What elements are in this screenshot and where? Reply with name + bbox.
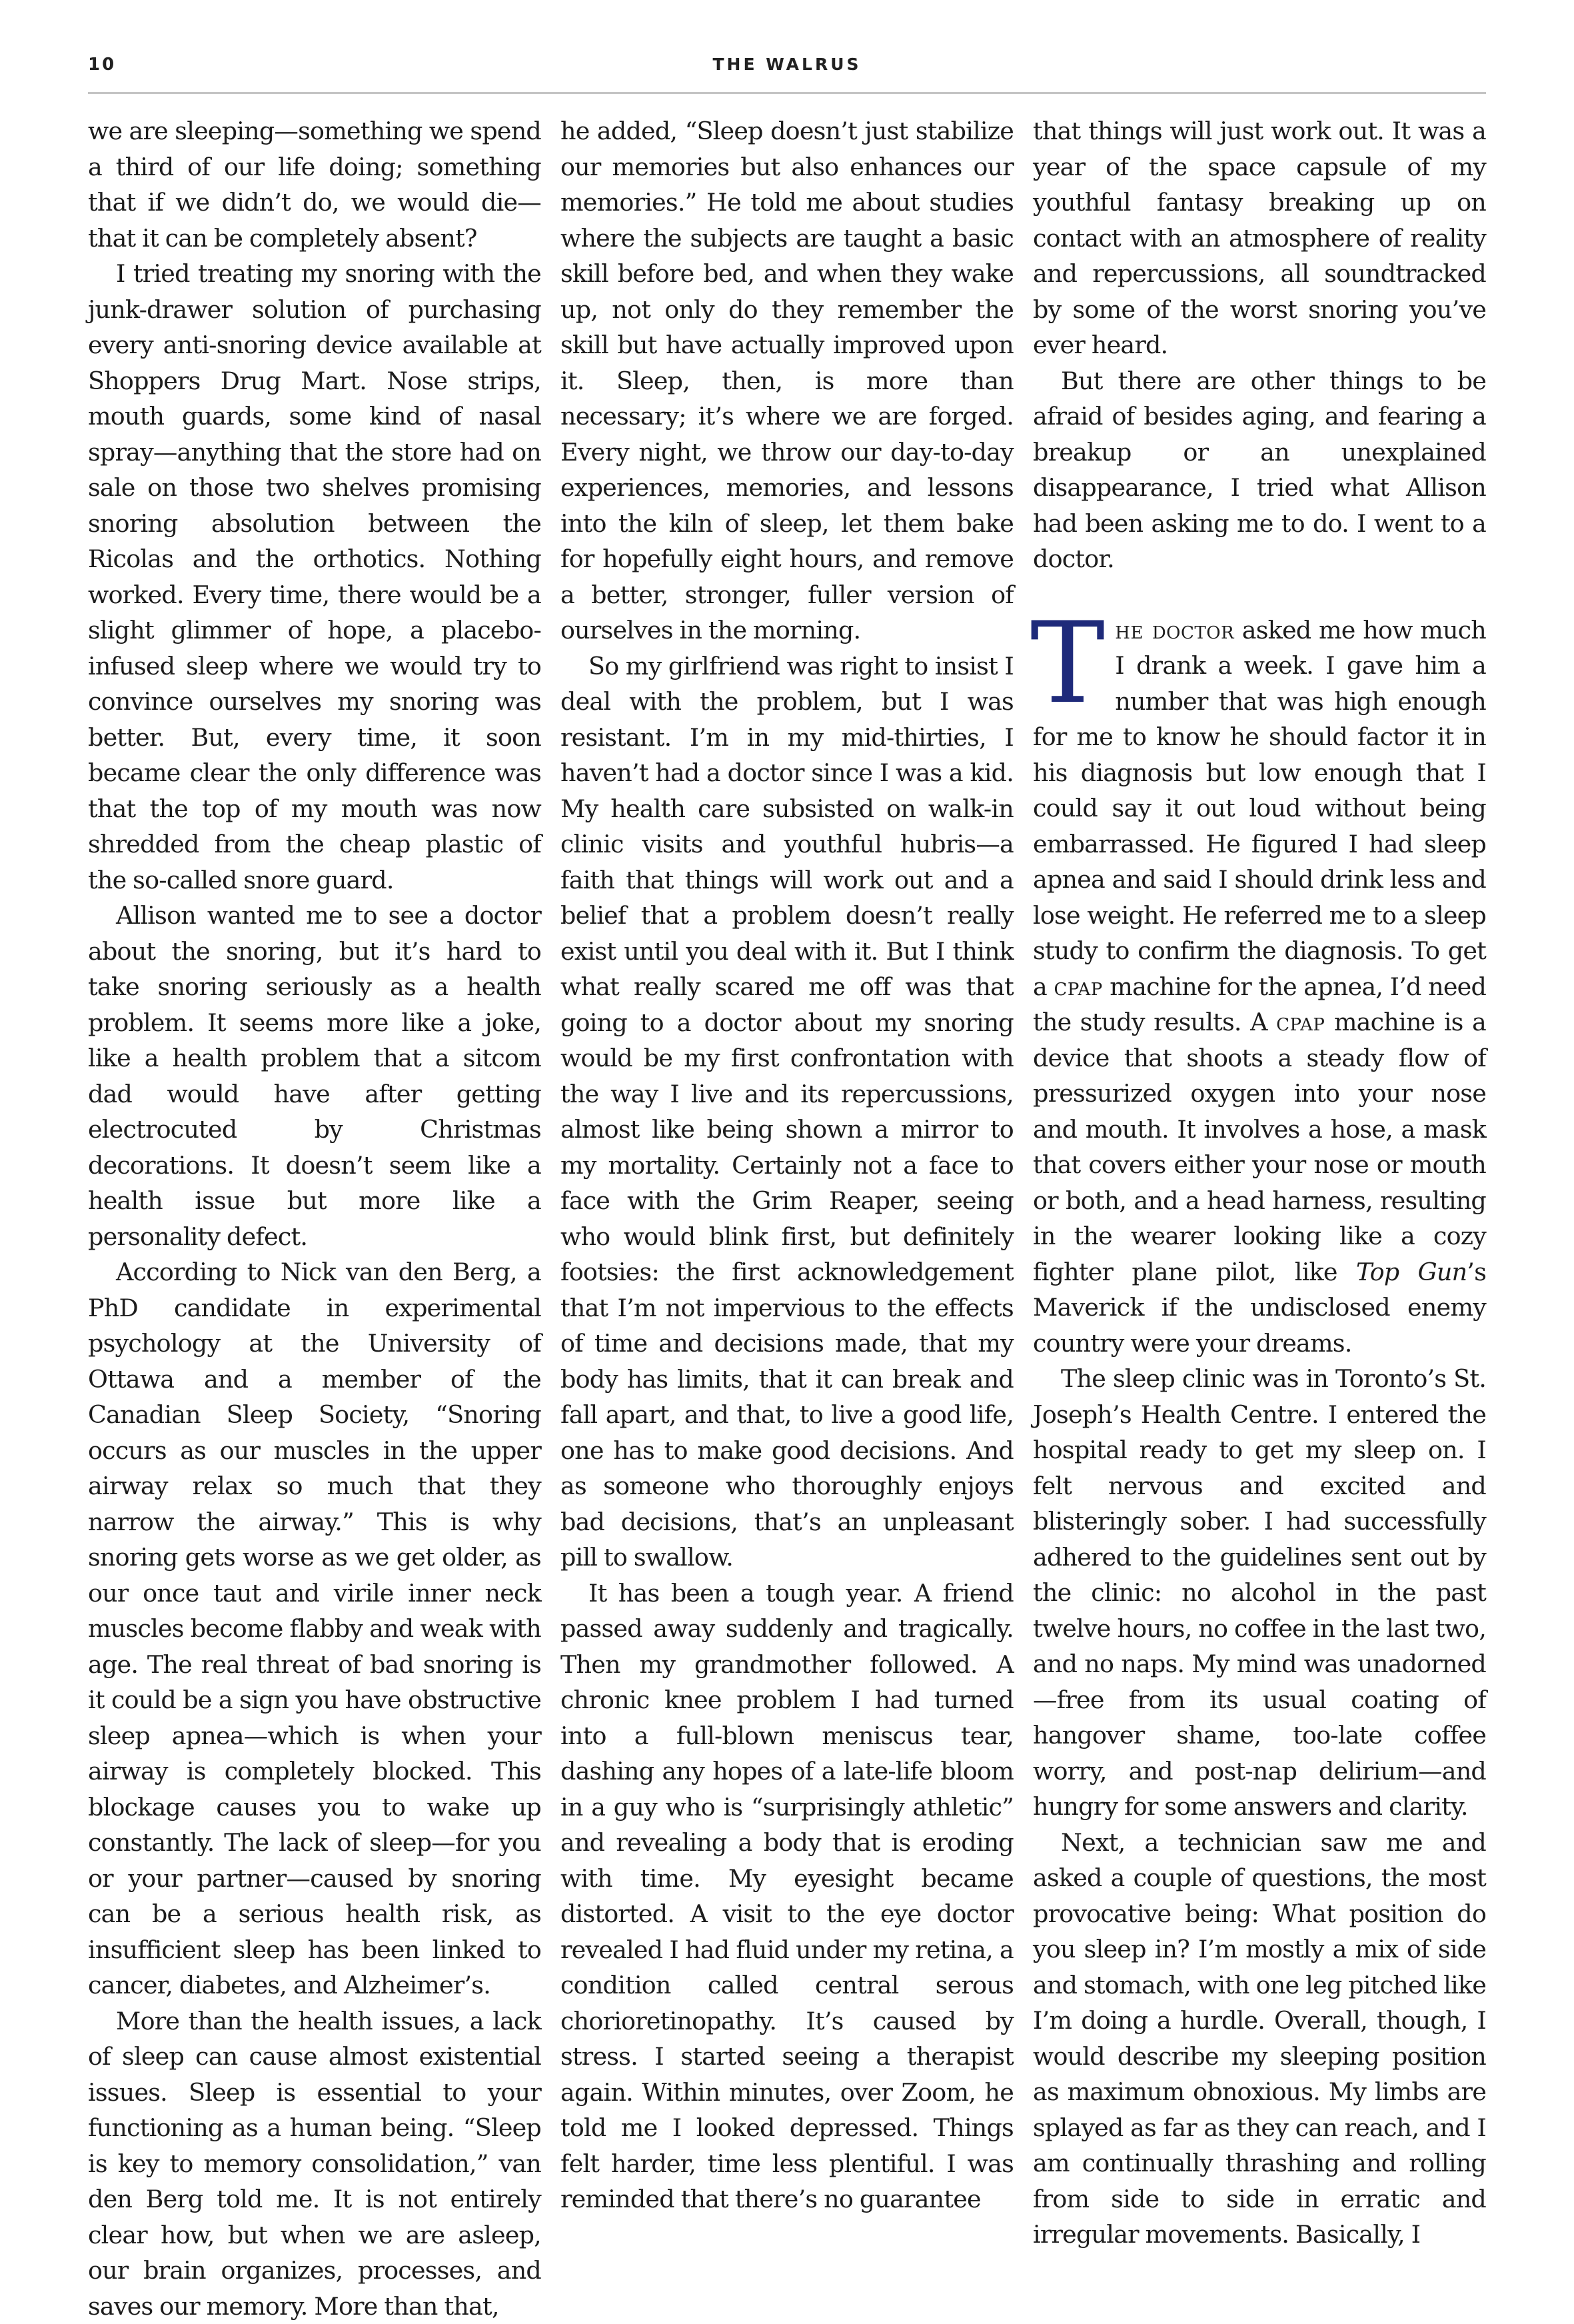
drop-cap: T — [1030, 616, 1104, 718]
paragraph: that things will just work out. It was a year of the space capsule of my youthful fantasy breaking up on contact with an atmosphere of reality and repercussions, all soundtracked by some of the worst snoring you’ve ever heard. — [1033, 113, 1486, 363]
text-run: ’s Maverick if the undisclosed enemy country were your dreams. — [1033, 1258, 1486, 1358]
paragraph: According to Nick van den Berg, a PhD candidate in experimental psychology at the University of Ottawa and a member of the Canadian Sleep Society, “Snoring occurs as our muscles in the upper airway relax so much that they narrow the airway.” This is why snoring gets worse as we get older, as our once taut and virile inner neck muscles become flabby and weak with age. The real threat of bad snoring is it could be a sign you have obstructive sleep apnea—which is when your airway is completely blocked. This blockage causes you to wake up constantly. The lack of sleep—for you or your partner—caused by snoring can be a serious health risk, as insufficient sleep has been linked to cancer, diabetes, and Alzheimer’s. — [88, 1254, 541, 2003]
page-header — [88, 52, 1486, 94]
text-run: machine is a device that shoots a steady flow of pressurized oxygen into your nose and mouth. It involves a hose, a mask that covers either your nose or mouth or both, and a head harness, resulting in the wearer looking like a cozy fighter plane pilot, like — [1033, 1008, 1486, 1286]
acronym-smallcaps: cpap — [1276, 1008, 1325, 1036]
paragraph: More than the health issues, a lack of sleep can cause almost existential issues. Sleep is essential to your functioning as a human being. “Sleep is key to memory consolidation,” van den Berg told me. It is not entirely clear how, but when we are asleep, our brain organizes, processes, and saves our memory. More than that, — [88, 2003, 541, 2324]
column-3 — [1033, 113, 1486, 2066]
text-run: machine for the apnea, I’d need the study results. A — [1033, 972, 1486, 1037]
paragraph: Allison wanted me to see a doctor about the snoring, but it’s hard to take snoring seriously as a health problem. It seems more like a joke, like a health problem that a sitcom dad would have after getting electrocuted by Christmas decorations. It doesn’t seem like a health issue but more like a personality defect. — [88, 898, 541, 1254]
paragraph: I tried treating my snoring with the junk-drawer solution of purchasing every anti-snoring device available at Shoppers Drug Mart. Nose strips, mouth guards, some kind of nasal spray—anything that the store had on sale on those two shelves promising snoring absolution between the Ricolas and the orthotics. Nothing worked. Every time, there would be a slight glimmer of hope, a placebo-infused sleep where we would try to convince ourselves my snoring was better. But, every time, it soon became clear the only difference was that the top of my mouth was now shredded from the cheap plastic of the so-called snore guard. — [88, 256, 541, 898]
lead-in-smallcaps: he doctor — [1115, 616, 1234, 644]
paragraph: Next, a technician saw me and asked a couple of questions, the most provocative being: What position do you sleep in? I’m mostly a mix of side and stomach, with one leg pitched like I’m doing a hurdle. Overall, though, I would describe my sleeping position as maximum obnoxious. My limbs are splayed as far as they can reach, and I am continually thrashing and rolling from side to side in erratic and irregular movements. Basically, I — [1033, 1825, 1486, 2253]
text-run: asked me how much I drank a week. I gave him a number that was high enough for me to know he should factor it in his diagnosis but low enough that I could say it out loud without being embarrassed. He figured I had sleep apnea and said I should drink less and lose weight. He referred me to a sleep study to confirm the diagnosis. To get a — [1033, 616, 1486, 1001]
column-1 — [88, 113, 541, 2066]
section-opening-paragraph — [1033, 612, 1486, 1362]
publication-title: THE WALRUS — [88, 55, 1486, 74]
paragraph: So my girlfriend was right to insist I deal with the problem, but I was resistant. I’m in my mid-thirties, I haven’t had a doctor since I was a kid. My health care subsisted on walk-in clinic visits and youthful hubris—a faith that things will work out and a belief that a problem doesn’t really exist until you deal with it. But I think what really scared me off was that going to a doctor about my snoring would be my first confrontation with the way I live and its repercussions, almost like being shown a mirror to my mortality. Certainly not a face to face with the Grim Reaper, seeing who would blink first, but definitely footsies: the first acknowledgement that I’m not impervious to the effects of time and decisions made, that my body has limits, that it can break and fall apart, and that, to live a good life, one has to make good decisions. And as someone who thoroughly enjoys bad decisions, that’s an unpleasant pill to swallow. — [560, 648, 1014, 1576]
film-title-italic: Top Gun — [1356, 1258, 1467, 1286]
column-2 — [560, 113, 1014, 2066]
paragraph: we are sleeping—something we spend a third of our life doing; something that if we didn’t do, we would die—that it can be completely absent? — [88, 113, 541, 256]
paragraph: But there are other things to be afraid of besides aging, and fearing a breakup or an unexplained disappearance, I tried what Allison had been asking me to do. I went to a doctor. — [1033, 363, 1486, 577]
acronym-smallcaps: cpap — [1054, 972, 1103, 1001]
article-body — [88, 113, 1486, 2066]
page-number: 10 — [88, 55, 116, 75]
paragraph: he added, “Sleep doesn’t just stabilize our memories but also enhances our memories.” He told me about studies where the subjects are taught a basic skill before bed, and when they wake up, not only do they remember the skill but have actually improved upon it. Sleep, then, is more than necessary; it’s where we are forged. Every night, we throw our day-to-day experiences, memories, and lessons into the kiln of sleep, let them bake for hopefully eight hours, and remove a better, stronger, fuller version of ourselves in the morning. — [560, 113, 1014, 648]
paragraph: The sleep clinic was in Toronto’s St. Joseph’s Health Centre. I entered the hospital ready to get my sleep on. I felt nervous and excited and blisteringly sober. I had successfully adhered to the guidelines sent out by the clinic: no alcohol in the past twelve hours, no coffee in the last two, and no naps. My mind was unadorned—free from its usual coating of hangover shame, too-late coffee worry, and post-nap delirium—and hungry for some answers and clarity. — [1033, 1361, 1486, 1825]
paragraph: It has been a tough year. A friend passed away suddenly and tragically. Then my grandmother followed. A chronic knee problem I had turned into a full-blown meniscus tear, dashing any hopes of a late-life bloom in a guy who is “surprisingly athletic” and revealing a body that is eroding with time. My eyesight became distorted. A visit to the eye doctor revealed I had fluid under my retina, a condition called central serous chorioretinopathy. It’s caused by stress. I started seeing a therapist again. Within minutes, over Zoom, he told me I looked depressed. Things felt harder, time less plentiful. I was reminded that there’s no guarantee — [560, 1576, 1014, 2217]
